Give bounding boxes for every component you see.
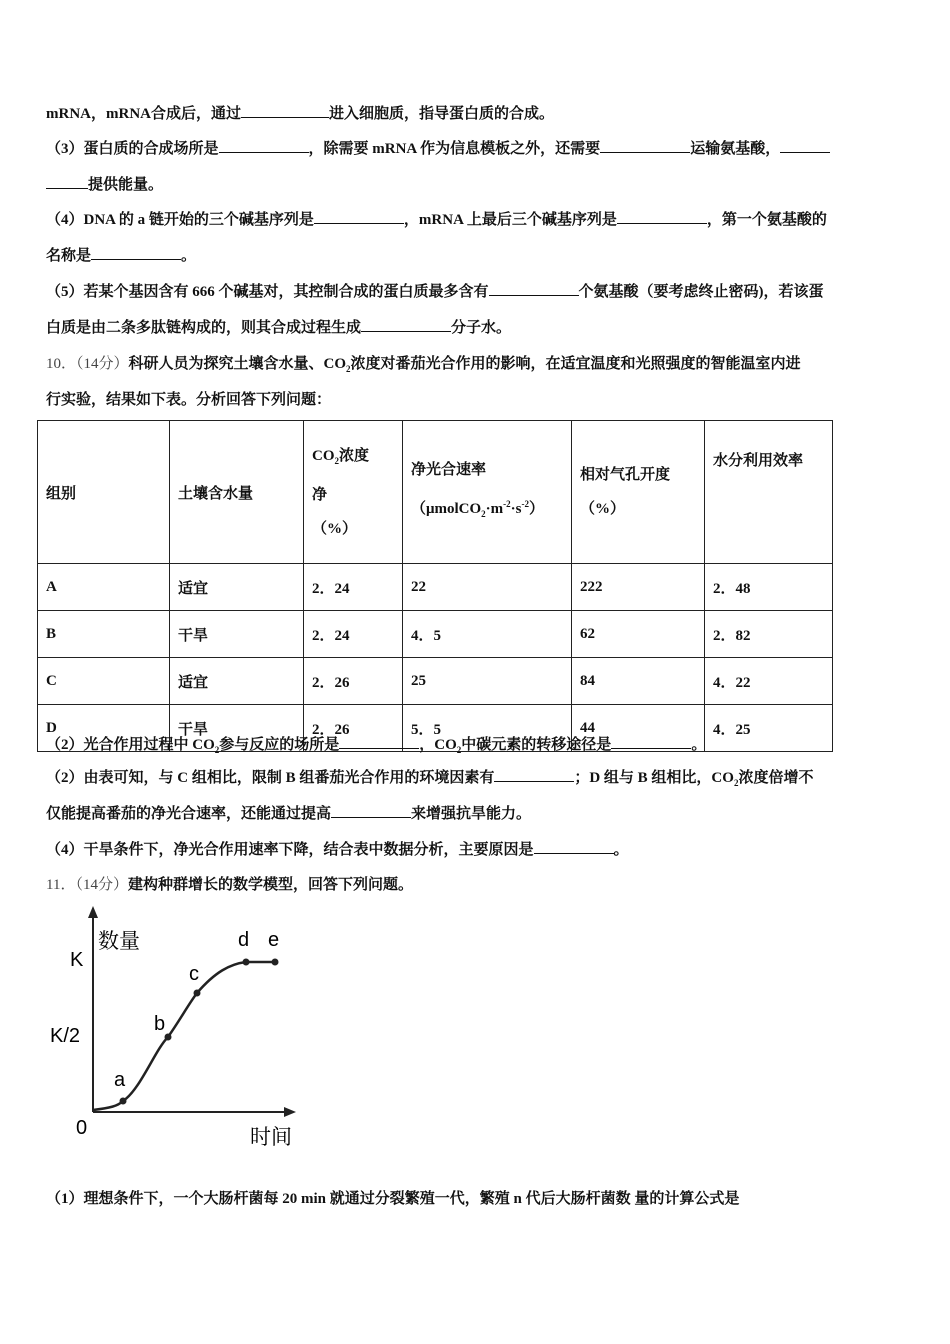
point-e bbox=[272, 959, 279, 966]
cell: B bbox=[38, 611, 170, 658]
header-group: 组别 bbox=[38, 421, 170, 564]
cell: 4．5 bbox=[403, 611, 572, 658]
cell: 4．22 bbox=[705, 658, 833, 705]
cell: 2．82 bbox=[705, 611, 833, 658]
origin-label: 0 bbox=[76, 1117, 88, 1139]
text-line: 行实验，结果如下表。分析回答下列问题： bbox=[46, 392, 332, 408]
cell: 2．26 bbox=[304, 658, 403, 705]
label-c: c bbox=[189, 963, 199, 985]
cell: 2．26 bbox=[304, 705, 403, 752]
cell: 62 bbox=[572, 611, 705, 658]
text-line: 白质是由二条多肽链构成的，则其合成过程生成 分子水。 bbox=[46, 316, 511, 337]
question-10: 10．（14分）科研人员为探究土壤含水量、$CO_2$浓度对番茄光合作用的影响，在适宜温度和光照强度的智能温室内进 bbox=[46, 356, 801, 374]
table-row bbox=[38, 658, 833, 705]
cell: 2．24 bbox=[304, 611, 403, 658]
cell: 适宜 bbox=[170, 564, 304, 611]
cell: D bbox=[38, 705, 170, 752]
label-a: a bbox=[114, 1069, 126, 1091]
point-b bbox=[165, 1034, 172, 1041]
table-row bbox=[38, 611, 833, 658]
k-half-label: K/2 bbox=[50, 1025, 81, 1047]
cell: C bbox=[38, 658, 170, 705]
text-line: （2）由表可知，与 C 组相比，限制 B 组番茄光合作用的环境因素有 ；D 组与 B 组相比，$CO_2$浓度倍增不 bbox=[46, 766, 813, 788]
cell: 2．48 bbox=[705, 564, 833, 611]
header-stomatal: 相对气孔开度 （%） bbox=[572, 421, 705, 564]
text-line: （3）蛋白质的合成场所是 ，除需要 mRNA 作为信息模板之外，还需要 运输氨基酸， bbox=[46, 137, 830, 158]
text-line: 名称是 。 bbox=[46, 244, 196, 265]
cell: A bbox=[38, 564, 170, 611]
text-line: 仅能提高番茄的净光合速率，还能通过提高 来增强抗旱能力。 bbox=[46, 802, 531, 823]
cell: 84 bbox=[572, 658, 705, 705]
y-axis-label: 数量 bbox=[98, 930, 140, 953]
text-line: （4）DNA 的 a 链开始的三个碱基序列是 ，mRNA 上最后三个碱基序列是 ，第一个氨基酸的 bbox=[46, 208, 827, 229]
cell: 适宜 bbox=[170, 658, 304, 705]
text-line: （1）理想条件下，一个大肠杆菌每 20 min 就通过分裂繁殖一代，繁殖 n 代后大肠杆菌数 量的计算公式是 bbox=[46, 1191, 740, 1207]
results-table bbox=[37, 420, 833, 752]
label-e: e bbox=[268, 929, 280, 951]
label-d: d bbox=[238, 929, 250, 951]
cell: 干旱 bbox=[170, 611, 304, 658]
header-co2: $CO_2$浓度 净 （%） bbox=[304, 421, 403, 564]
header-net-photosynthesis: 净光合速率 $(\mu molCO_2\cdot m^{-2}\cdot s^{-2})$ bbox=[403, 421, 572, 564]
cell: 2．24 bbox=[304, 564, 403, 611]
point-d bbox=[243, 959, 250, 966]
table-row bbox=[38, 564, 833, 611]
header-water-efficiency: 水分利用效率 bbox=[705, 421, 833, 564]
cell: 干旱 bbox=[170, 705, 304, 752]
point-a bbox=[120, 1098, 127, 1105]
text-line: mRNA，mRNA合成后，通过 进入细胞质，指导蛋白质的合成。 bbox=[46, 102, 554, 123]
y-arrow-icon bbox=[88, 906, 98, 918]
k-label: K bbox=[70, 949, 84, 971]
cell: 4．25 bbox=[705, 705, 833, 752]
x-arrow-icon bbox=[284, 1107, 296, 1117]
cell: 44 bbox=[572, 705, 705, 752]
text-line: （5）若某个基因含有 666 个碱基对，其控制合成的蛋白质最多含有 个氨基酸（要考虑终止密码)，若该蛋 bbox=[46, 280, 824, 301]
text-line: 提供能量。 bbox=[46, 173, 163, 194]
text-line: （4）干旱条件下，净光合作用速率下降，结合表中数据分析，主要原因是 。 bbox=[46, 838, 629, 859]
cell: 22 bbox=[403, 564, 572, 611]
label-b: b bbox=[154, 1013, 166, 1035]
x-axis-label: 时间 bbox=[250, 1126, 292, 1149]
cell: 5．5 bbox=[403, 705, 572, 752]
header-soil-water: 土壤含水量 bbox=[170, 421, 304, 564]
point-c bbox=[194, 990, 201, 997]
population-growth-graph bbox=[40, 900, 320, 1160]
cell: 222 bbox=[572, 564, 705, 611]
cell: 25 bbox=[403, 658, 572, 705]
text-line: （2）光合作用过程中 $CO_2$参与反应的场所是 ，$CO_2$中碳元素的转移途径是 。 bbox=[46, 733, 706, 755]
question-11: 11．（14分）建构种群增长的数学模型，回答下列问题。 bbox=[46, 877, 413, 893]
